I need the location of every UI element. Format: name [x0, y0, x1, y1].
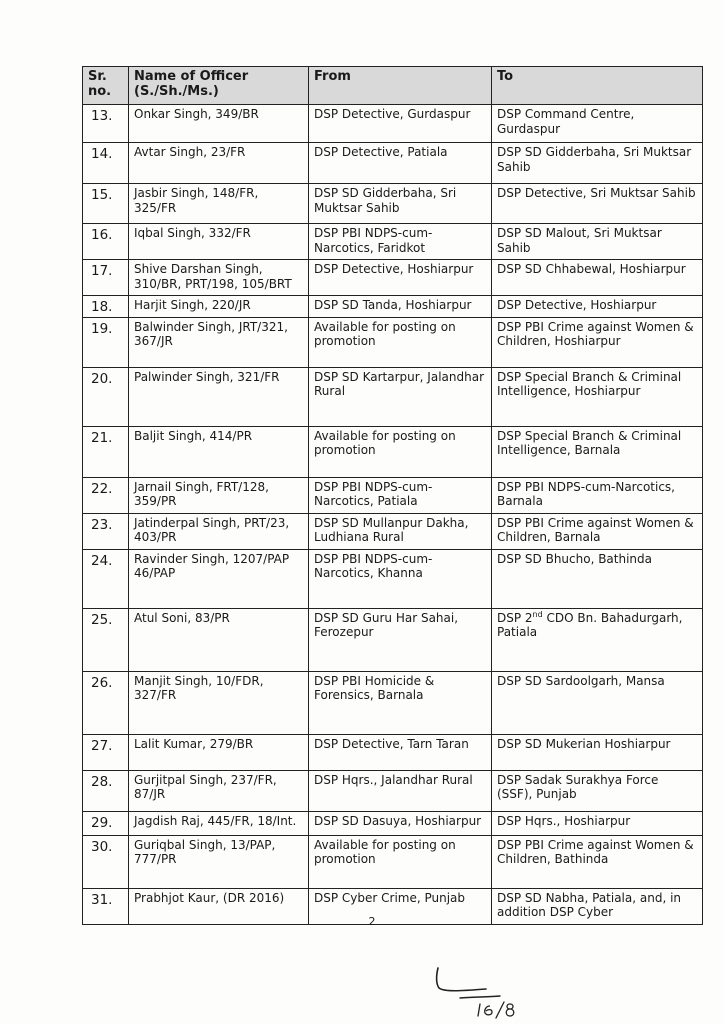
- cell-from: DSP SD Kartarpur, Jalandhar Rural: [309, 367, 492, 426]
- cell-to: DSP SD Chhabewal, Hoshiarpur: [492, 260, 703, 296]
- cell-from: DSP PBI NDPS-cum-Narcotics, Khanna: [309, 549, 492, 608]
- cell-from: DSP Cyber Crime, Punjab: [309, 888, 492, 924]
- cell-from: DSP Detective, Hoshiarpur: [309, 260, 492, 296]
- table-row: [83, 811, 703, 835]
- table-row: [83, 317, 703, 367]
- cell-from: DSP SD Dasuya, Hoshiarpur: [309, 811, 492, 835]
- table-row: [83, 143, 703, 184]
- cell-to: DSP SD Nabha, Patiala, and, in addition DSP Cyber: [492, 888, 703, 924]
- cell-name: Manjit Singh, 10/FDR, 327/FR: [129, 671, 309, 734]
- table-row: [83, 224, 703, 260]
- cell-sr: 19.: [83, 317, 129, 367]
- table-row: [83, 426, 703, 477]
- table-row: [83, 105, 703, 143]
- table-row: [83, 513, 703, 549]
- cell-to: DSP Detective, Sri Muktsar Sahib: [492, 184, 703, 224]
- cell-sr: 31.: [83, 888, 129, 924]
- cell-from: DSP PBI NDPS-cum-Narcotics, Faridkot: [309, 224, 492, 260]
- handwritten-signature: [430, 962, 540, 1022]
- cell-to: DSP PBI Crime against Women & Children, Bathinda: [492, 835, 703, 888]
- cell-from: DSP PBI Homicide & Forensics, Barnala: [309, 671, 492, 734]
- table-row: [83, 549, 703, 608]
- header-name: Name of Officer (S./Sh./Ms.): [129, 67, 309, 105]
- cell-name: Avtar Singh, 23/FR: [129, 143, 309, 184]
- table-row: [83, 367, 703, 426]
- cell-from: Available for posting on promotion: [309, 835, 492, 888]
- cell-to: DSP Hqrs., Hoshiarpur: [492, 811, 703, 835]
- cell-to: DSP PBI NDPS-cum-Narcotics, Barnala: [492, 477, 703, 513]
- cell-from: Available for posting on promotion: [309, 317, 492, 367]
- cell-name: Baljit Singh, 414/PR: [129, 426, 309, 477]
- cell-to: DSP PBI Crime against Women & Children, Barnala: [492, 513, 703, 549]
- cell-name: Gurjitpal Singh, 237/FR, 87/JR: [129, 770, 309, 811]
- cell-name: Jarnail Singh, FRT/128, 359/PR: [129, 477, 309, 513]
- cell-sr: 18.: [83, 296, 129, 318]
- cell-name: Lalit Kumar, 279/BR: [129, 734, 309, 770]
- table-row: [83, 184, 703, 224]
- cell-name: Balwinder Singh, JRT/321, 367/JR: [129, 317, 309, 367]
- cell-name: Iqbal Singh, 332/FR: [129, 224, 309, 260]
- cell-to: DSP Detective, Hoshiarpur: [492, 296, 703, 318]
- cell-from: DSP Hqrs., Jalandhar Rural: [309, 770, 492, 811]
- table-row: [83, 671, 703, 734]
- header-from: From: [309, 67, 492, 105]
- cell-to: DSP SD Gidderbaha, Sri Muktsar Sahib: [492, 143, 703, 184]
- cell-to: DSP Command Centre, Gurdaspur: [492, 105, 703, 143]
- table-row: [83, 888, 703, 924]
- table-row: [83, 770, 703, 811]
- cell-sr: 28.: [83, 770, 129, 811]
- cell-to: DSP PBI Crime against Women & Children, Hoshiarpur: [492, 317, 703, 367]
- cell-name: Prabhjot Kaur, (DR 2016): [129, 888, 309, 924]
- cell-to: DSP SD Mukerian Hoshiarpur: [492, 734, 703, 770]
- cell-from: Available for posting on promotion: [309, 426, 492, 477]
- cell-name: Shive Darshan Singh, 310/BR, PRT/198, 105/BRT: [129, 260, 309, 296]
- cell-name: Palwinder Singh, 321/FR: [129, 367, 309, 426]
- cell-from: DSP PBI NDPS-cum-Narcotics, Patiala: [309, 477, 492, 513]
- table-row: [83, 260, 703, 296]
- cell-name: Jasbir Singh, 148/FR, 325/FR: [129, 184, 309, 224]
- cell-name: Guriqbal Singh, 13/PAP, 777/PR: [129, 835, 309, 888]
- transfer-table: [82, 66, 703, 925]
- cell-from: DSP Detective, Tarn Taran: [309, 734, 492, 770]
- page-number: 2: [368, 915, 376, 928]
- cell-from: DSP SD Mullanpur Dakha, Ludhiana Rural: [309, 513, 492, 549]
- cell-from: DSP SD Gidderbaha, Sri Muktsar Sahib: [309, 184, 492, 224]
- cell-to: DSP SD Bhucho, Bathinda: [492, 549, 703, 608]
- cell-sr: 23.: [83, 513, 129, 549]
- cell-sr: 14.: [83, 143, 129, 184]
- cell-name: Jagdish Raj, 445/FR, 18/Int.: [129, 811, 309, 835]
- cell-to: DSP Special Branch & Criminal Intelligence, Hoshiarpur: [492, 367, 703, 426]
- cell-sr: 22.: [83, 477, 129, 513]
- table-row: [83, 296, 703, 318]
- cell-sr: 27.: [83, 734, 129, 770]
- cell-sr: 13.: [83, 105, 129, 143]
- header-sr: Sr. no.: [83, 67, 129, 105]
- to-superscript: nd: [532, 609, 543, 619]
- table-header-row: [83, 67, 703, 105]
- cell-to: DSP SD Malout, Sri Muktsar Sahib: [492, 224, 703, 260]
- cell-to: DSP Special Branch & Criminal Intelligence, Barnala: [492, 426, 703, 477]
- cell-to: [492, 608, 703, 671]
- to-prefix: DSP 2: [497, 610, 533, 625]
- cell-sr: 29.: [83, 811, 129, 835]
- cell-sr: 24.: [83, 549, 129, 608]
- cell-sr: 26.: [83, 671, 129, 734]
- table-row: [83, 734, 703, 770]
- cell-from: DSP SD Tanda, Hoshiarpur: [309, 296, 492, 318]
- cell-sr: 21.: [83, 426, 129, 477]
- table-row: [83, 477, 703, 513]
- cell-sr: 25.: [83, 608, 129, 671]
- cell-sr: 16.: [83, 224, 129, 260]
- cell-sr: 15.: [83, 184, 129, 224]
- cell-from: DSP Detective, Patiala: [309, 143, 492, 184]
- cell-from: DSP SD Guru Har Sahai, Ferozepur: [309, 608, 492, 671]
- cell-sr: 17.: [83, 260, 129, 296]
- header-to: To: [492, 67, 703, 105]
- cell-sr: 30.: [83, 835, 129, 888]
- cell-to: DSP SD Sardoolgarh, Mansa: [492, 671, 703, 734]
- to-suffix: CDO Bn. Bahadurgarh, Patiala: [497, 610, 683, 639]
- cell-to: DSP Sadak Surakhya Force (SSF), Punjab: [492, 770, 703, 811]
- cell-name: Onkar Singh, 349/BR: [129, 105, 309, 143]
- cell-from: DSP Detective, Gurdaspur: [309, 105, 492, 143]
- cell-name: Atul Soni, 83/PR: [129, 608, 309, 671]
- cell-sr: 20.: [83, 367, 129, 426]
- cell-name: Harjit Singh, 220/JR: [129, 296, 309, 318]
- table-row: [83, 608, 703, 671]
- cell-name: Jatinderpal Singh, PRT/23, 403/PR: [129, 513, 309, 549]
- cell-name: Ravinder Singh, 1207/PAP 46/PAP: [129, 549, 309, 608]
- table-row: [83, 835, 703, 888]
